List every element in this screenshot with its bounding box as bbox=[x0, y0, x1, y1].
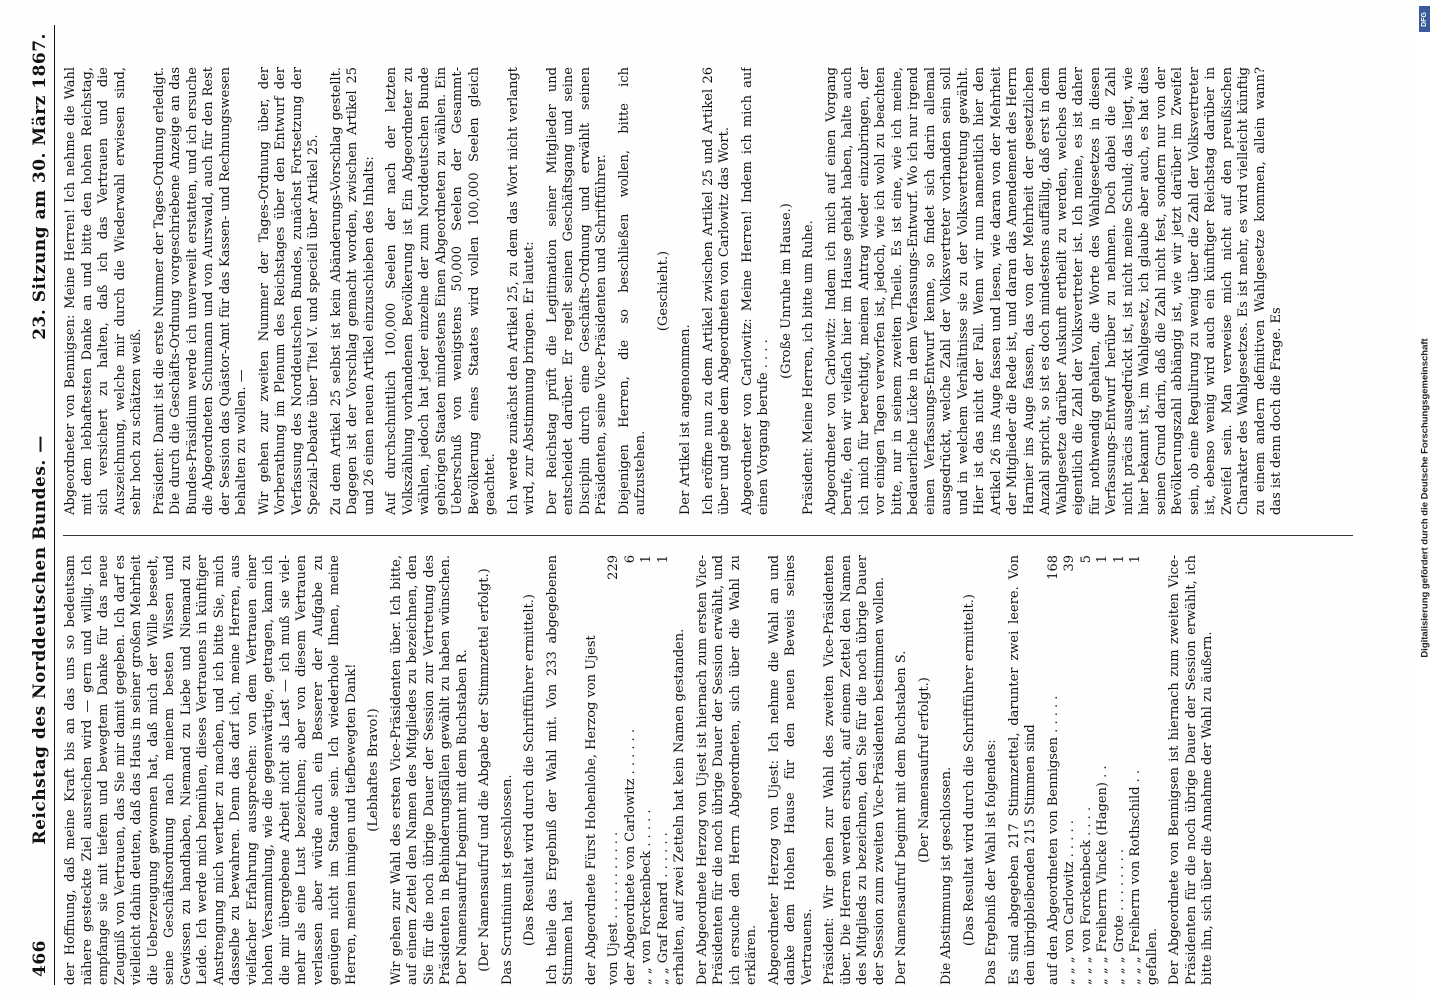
vote-tally-count: 1 bbox=[639, 555, 654, 564]
paragraph: Abgeordneter von Carlowitz: Meine Herren! Indem ich mich auf einen Vorgang berufe . . . . bbox=[739, 67, 771, 515]
vote-tally-label: „ „ „ Freiherrn von Rothschild . . bbox=[1128, 769, 1143, 985]
paragraph: Präsident: Meine Herren, ich bitte um Ruhe. bbox=[801, 220, 816, 515]
running-header bbox=[15, 25, 55, 985]
vote-tally-count: 168 bbox=[1045, 555, 1061, 580]
vote-tally-count: 1 bbox=[1095, 555, 1110, 564]
vote-tally-count: 39 bbox=[1062, 555, 1077, 572]
paragraph: gefallen. bbox=[1144, 927, 1160, 985]
column-divider bbox=[63, 535, 1353, 536]
paragraph: Wir gehen zur Wahl des ersten Vice-Präsidenten über. Ich bitte, auf einem Zettel den Namen des Mitgliedes zu bezeichnen, den Sie für die noch übrige Dauer der Session zur Vertretung des Präsidenten in Behinderungsfällen gewählt zu haben wünschen. Der Namensaufruf beginnt mit dem Buchstaben R. bbox=[388, 555, 470, 985]
digitization-credit: Digitalisierung gefördert durch die Deutsche Forschungsgemeinschaft bbox=[1419, 338, 1431, 658]
paragraph: Diejenigen Herren, die so beschließen wollen, bitte ich aufzustehen. bbox=[616, 67, 648, 515]
vote-tally-count: 5 bbox=[1078, 555, 1094, 564]
stage-direction: (Das Resultat wird durch die Schriftführer ermittelt.) bbox=[522, 594, 537, 946]
paragraph: Der Reichstag prüft die Legitimation seiner Mitglieder und entscheidet darüber. Er regelt seinen Geschäftsgang und seine Disciplin durch eine Geschäfts-Ordnung und erwählt seinen Präsidenten, seine Vice-Präsidenten und Schriftführer. bbox=[544, 67, 609, 515]
vote-tally-row bbox=[606, 555, 623, 985]
header-left-title: Reichstag des Norddeutschen Bundes. — bbox=[30, 435, 50, 845]
left-text-column bbox=[63, 555, 1373, 985]
paragraph: Es sind abgegeben 217 Stimmzettel, darunter zwei leere. Von den übrigbleibenden 215 Stimmen sind bbox=[1006, 555, 1038, 985]
vote-tally-label: „ „ von Forckenbeck . . . . . bbox=[639, 809, 654, 985]
vote-tally-count: 229 bbox=[606, 555, 621, 580]
vote-tally-row bbox=[623, 555, 640, 985]
paragraph: Der Artikel ist angenommen. bbox=[678, 324, 693, 515]
page-number: 466 bbox=[30, 940, 50, 977]
stage-direction: (Der Namensaufruf und die Abgabe der Stimmzettel erfolgt.) bbox=[477, 568, 492, 972]
paragraph: Abgeordneter von Carlowitz: Indem ich mich auf einen Vorgang berufe, den wir vielfach hier im Hause gehabt haben, halte auch ich mich für berechtigt, meinen Antrag wieder einzubringen, der vor einigen Tagen verworfen ist, jedoch, wie ich wohl zu beachten bitte, nur in seinem zweiten Theile. Es ist eine, wie ich meine, bedauerliche Lücke in dem Verfassungs-Entwurf. Wo ich nur irgend einen Verfassungs-Entwurf kenne, so findet sich darin allemal ausgedrückt, welche Zahl der Volksvertreter vorhanden sein soll und in welchem Verhältnisse sie zu der Volksvertretung gewählt. Hier ist das nicht der Fall. Wenn wir nun namentlich hier den Artikel 26 ins Auge fassen und lesen, wie daran von der Mehrheit der Mitglieder die Rede ist, und daran das Amendement des Herrn Harnier ins Auge fassen, das von der Mehrheit der gesetzlichen Anzahl spricht, so ist es doch mindestens auffällig, daß erst in dem Wahlgesetze darüber Auskunft ertheilt zu werden, welches denn eigentlich die Zahl der Volksvertreter ist. Ich meine, es ist daher für nothwendig gehalten, die Worte des Wahlgesetzes in diesen Verfassungs-Entwurf herüber zu nehmen. Doch dabei die Zahl nicht präcis ausgedrückt ist, ist nicht meine Schuld; das liegt, wie hier bekannt ist, im Wahlgesetz, ich glaube aber auch, es hat dies seinen Grund darin, daß die Zahl nicht fest, sondern nur von der Bevölkerungszahl abhängig ist, wie wir jetzt darüber im Zweifel sein, ob eine Regulirung zu wenig über die Zahl der Volksvertreter ist, ebenso wenig wird auch ein künftiger Reichstag darüber in Zweifel sein. Man verweise mich nicht auf den preußischen Charakter des Wahlgesetzes. Es ist mehr, es wird vielleicht künftig zu einem andern definitiven Wahlgesetze kommen, allein wann? das ist denn doch die Frage. Es bbox=[823, 67, 1284, 515]
vote-tally-row bbox=[1128, 555, 1145, 985]
rotated-page-content bbox=[15, 25, 1385, 985]
stage-direction: (Das Resultat wird durch die Schriftführer ermittelt.) bbox=[961, 594, 977, 946]
vote-tally-count: 1 bbox=[655, 555, 671, 564]
vote-tally-label: „ „ „ Freiherrn Vincke (Hagen) . . bbox=[1095, 765, 1110, 985]
paragraph: Der Abgeordnete von Bennigsen ist hiernach zum zweiten Vice-Präsidenten für die noch übrige Dauer der Session erwählt, ich bitte ihn, sich über die Annahme der Wahl zu äußern. bbox=[1167, 555, 1215, 985]
vote-tally-count: 1 bbox=[1111, 555, 1127, 564]
vote-tally-row bbox=[1046, 555, 1063, 985]
paragraph: Präsident: Damit ist die erste Nummer der Tages-Ordnung erledigt. Die durch die Geschäfts-Ordnung vorgeschriebene Anzeige an das Bundes-Präsidium werde ich unverweilt erstatten, und ich ersuche die Abgeordneten Schumann und von Aurswald, auch für den Rest der Session das Quästor-Amt für das Kassen- und Rechnungswesen behalten zu wollen. — bbox=[151, 67, 249, 515]
dfg-logo bbox=[1419, 6, 1430, 32]
paragraph: Das Scrutinium ist geschlossen. bbox=[499, 774, 515, 985]
paragraph: Ich eröffne nun zu dem Artikel zwischen Artikel 25 und Artikel 26 über und gebe dem Abgeordneten von Carlowitz das Wort. bbox=[700, 67, 732, 515]
vote-tally-label: der Abgeordnete von Carlowitz . . . . . . bbox=[622, 728, 638, 985]
vote-tally-label: „ „ „ Grote . . . . . . . . bbox=[1111, 848, 1127, 985]
paragraph: Der Namensaufruf beginnt mit dem Buchstaben S. bbox=[894, 650, 909, 985]
vote-tally-label: „ „ „ von Carlowitz . . . . . bbox=[1062, 820, 1077, 985]
vote-tally-count: 1 bbox=[1128, 555, 1143, 564]
vote-tally-row bbox=[639, 555, 656, 985]
paragraph: Auf durchschnittlich 100,000 Seelen der nach der letzten Volkszählung vorhandenen Bevölkerung ist Ein Abgeordneter zu wählen, jedoch hat jeder einzelne der zum Norddeutschen Bunde gehörigen Staaten mindestens Einen Abgeordneten zu wählen. Ein Ueberschuß von wenigstens 50,000 Seelen der Gesammt-Bevölkerung eines Staates wird vollen 100,000 Seelen gleich geachtet. bbox=[384, 67, 498, 515]
vote-tally-row bbox=[1062, 555, 1079, 985]
paragraph: Der Abgeordnete Herzog von Ujest ist hiernach zum ersten Vice-Präsidenten für die noch übrige Dauer der Session erwählt, und ich ersuche den Herrn Abgeordneten, sich über die Wahl zu erklären. bbox=[694, 555, 759, 985]
paragraph: erhalten, auf zwei Zetteln hat kein Namen gestanden. bbox=[672, 628, 687, 985]
paragraph: Zu dem Artikel 25 selbst ist kein Abänderungs-Vorschlag gestellt. Dagegen ist der Vorschlag gemacht worden, zwischen Artikel 25 und 26 einen neuen Artikel einzuschieben des Inhalts: bbox=[328, 67, 377, 515]
stage-direction: (Geschieht.) bbox=[655, 250, 671, 332]
stage-direction: (Der Namensaufruf erfolgt.) bbox=[916, 677, 932, 863]
vote-tally-row bbox=[1095, 555, 1112, 985]
paragraph: Die Abstimmung ist geschlossen. bbox=[939, 766, 954, 985]
paragraph: Wir gehen zur zweiten Nummer der Tages-Ordnung über, der Vorberathung im Plenum des Reichstages über den Entwurf der Verfassung des Norddeutschen Bundes, zunächst Fortsetzung der Spezial-Debatte über Titel V. und speciell über Artikel 25. bbox=[256, 67, 321, 515]
right-text-column bbox=[63, 67, 1373, 515]
paragraph: Abgeordneter von Bennigsen: Meine Herren! Ich nehme die Wahl mit dem lebhaftesten Danke an und bitte den hohen Reichstag, sich versichert zu halten, daß ich das Vertrauen und die Auszeichnung, welche mir durch die Wiederwahl erwiesen sind, sehr hoch zu schätzen weiß. bbox=[63, 67, 144, 515]
vote-tally-label: von Ujest . . . . . . . . . . . bbox=[606, 831, 621, 985]
vote-tally-row bbox=[1079, 555, 1096, 985]
paragraph: Präsident: Wir gehen zur Wahl des zweiten Vice-Präsidenten über. Die Herren werden ersucht, auf einem Zettel den Namen des Mitglieds zu bezeichnen, den Sie für die noch übrige Dauer der Session zum zweiten Vice-Präsidenten bestimmen wollen. bbox=[822, 555, 887, 985]
vote-tally-row bbox=[1112, 555, 1129, 985]
vote-tally-count: 6 bbox=[622, 555, 638, 564]
stage-direction: (Lebhaftes Bravo!) bbox=[366, 708, 381, 832]
vote-tally-row bbox=[656, 555, 673, 985]
paragraph: der Abgeordnete Fürst Hohenlohe, Herzog von Ujest bbox=[583, 635, 599, 985]
header-right-title: 23. Sitzung am 30. März 1867. bbox=[30, 33, 50, 340]
paragraph: Das Ergebniß der Wahl ist folgendes: bbox=[984, 739, 999, 985]
paragraph: Abgeordneter Herzog von Ujest: Ich nehme die Wahl an und danke dem Hohen Hause für den neuen Beweis seines Vertrauens. bbox=[766, 555, 815, 985]
vote-tally-label: „ „ Graf Renard . . . . . . bbox=[655, 832, 671, 985]
vote-tally-label: „ „ „ von Forckenbeck . . . . bbox=[1078, 806, 1094, 985]
dfg-logo-text: DFG bbox=[1421, 11, 1428, 27]
paragraph: Ich theile das Ergebniß der Wahl mit. Von 233 abgegebenen Stimmen hat bbox=[544, 555, 576, 985]
paragraph: der Hoffnung, daß meine Kraft bis an das uns so bedeutsam nähere gesteckte Ziel ausreichen wird — gern und willig. Ich empfange sie mit tiefem und bewegtem Danke für das neue Zeugniß von Vertrauen, das Sie mir damit gegeben. Ich darf es vielleicht dahin deuten, daß das Haus in seiner großen Mehrheit die Ueberzeugung gewonnen hat, daß mich der Wille beseelt, seine Geschäftsordnung nach meinem besten Wissen und Gewissen zu handhaben, Niemand zu Liebe und Niemand zu Leide. Ich werde mich bemühen, dieses Vertrauens in künftiger Anstrengung mich werther zu machen, und ich bitte Sie, mich dasselbe zu bewahren. Denn das darf ich, meine Herren, aus vielfacher Erfahrung aussprechen: von dem Vertrauen einer hohen Versammlung, wie die gegenwärtige, getragen, kann ich die mir übergebene Arbeit nicht als Last — ich muß sie viel-mehr als eine Lust bezeichnen; aber von diesem Vertrauen verlassen aber würde auch ein Besserer der Aufgabe zu genügen nicht im Stande sein. Ich wiederhole Ihnen, meine Herren, meinen innigen und tiefbewegten Dank! bbox=[63, 555, 359, 985]
stage-direction: (Große Unruhe im Hause.) bbox=[778, 203, 794, 379]
vote-tally-label: auf den Abgeordneten von Bennigsen . . . . . bbox=[1045, 695, 1061, 985]
paragraph: Ich werde zunächst den Artikel 25, zu dem das Wort nicht verlangt wird, zur Abstimmung bringen. Er lautet: bbox=[505, 67, 537, 515]
